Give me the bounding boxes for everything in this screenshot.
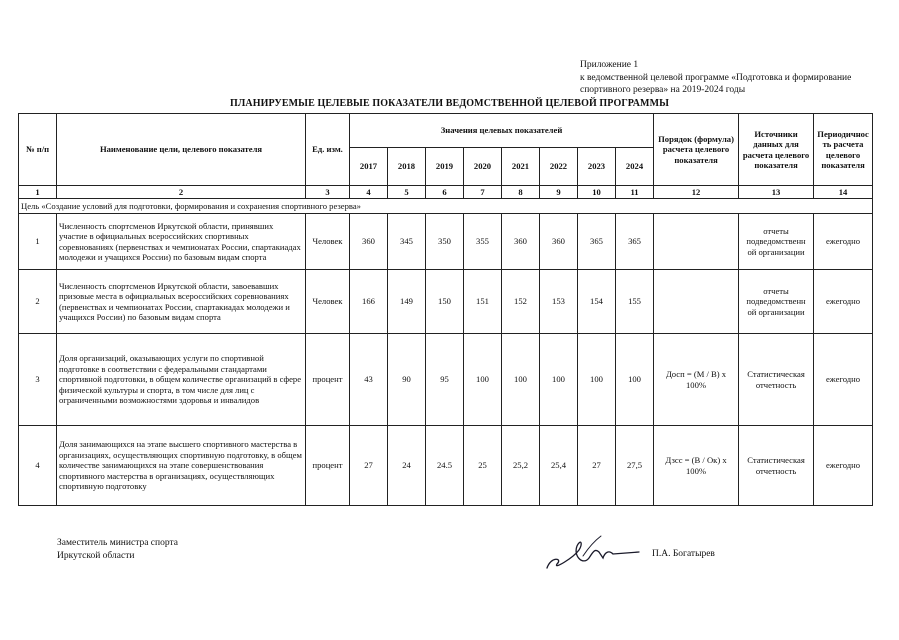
value-cell: 43	[350, 334, 388, 426]
table-row	[19, 214, 873, 270]
formula-cell: Дзсс = (В / Ок) х 100%	[654, 426, 739, 506]
value-cell: 27	[578, 426, 616, 506]
value-cell: 149	[388, 270, 426, 334]
signer-position-line-1: Заместитель министра спорта	[57, 538, 178, 548]
appendix-line-3: спортивного резерва» на 2019-2024 годы	[580, 85, 746, 95]
column-number: 6	[426, 186, 464, 199]
header-year: 2023	[578, 148, 616, 186]
row-num: 2	[19, 270, 57, 334]
column-number: 13	[739, 186, 814, 199]
column-number: 10	[578, 186, 616, 199]
periodicity-cell: ежегодно	[814, 214, 873, 270]
value-cell: 27	[350, 426, 388, 506]
column-number: 2	[57, 186, 306, 199]
value-cell: 166	[350, 270, 388, 334]
targets-table	[18, 113, 873, 506]
column-number: 3	[306, 186, 350, 199]
source-cell: отчеты подведомственн ой организации	[739, 270, 814, 334]
value-cell: 100	[540, 334, 578, 426]
indicator-name: Численность спортсменов Иркутской области, завоевавших призовые места в официальных всероссийских соревнованиях (первенствах и чемпионатах России, спартакиадах молодежи и учащихся России) по базовым видам спорта	[57, 270, 306, 334]
column-number: 14	[814, 186, 873, 199]
column-number: 4	[350, 186, 388, 199]
header-year: 2024	[616, 148, 654, 186]
unit-cell: Человек	[306, 214, 350, 270]
header-year: 2018	[388, 148, 426, 186]
source-cell: Статистическая отчетность	[739, 334, 814, 426]
source-cell: отчеты подведомственн ой организации	[739, 214, 814, 270]
column-number: 9	[540, 186, 578, 199]
source-cell: Статистическая отчетность	[739, 426, 814, 506]
indicator-name: Доля организаций, оказывающих услуги по спортивной подготовке в соответствии с федеральными стандартами спортивной подготовки, в общем количестве организаций в сфере физической культуры и спорта, в том числе для лиц с ограниченными возможностями здоровья и инвалидов	[57, 334, 306, 426]
table-row	[19, 270, 873, 334]
value-cell: 365	[616, 214, 654, 270]
appendix-line-2: к ведомственной целевой программе «Подготовка и формирование	[580, 72, 852, 83]
header-year: 2021	[502, 148, 540, 186]
row-num: 1	[19, 214, 57, 270]
header-year: 2017	[350, 148, 388, 186]
header-formula: Порядок (формула) расчета целевого показателя	[654, 114, 739, 186]
column-number: 1	[19, 186, 57, 199]
goal-row	[19, 199, 873, 214]
value-cell: 100	[464, 334, 502, 426]
value-cell: 95	[426, 334, 464, 426]
column-number: 11	[616, 186, 654, 199]
periodicity-cell: ежегодно	[814, 426, 873, 506]
header-sources: Источники данных для расчета целевого показателя	[739, 114, 814, 186]
value-cell: 100	[502, 334, 540, 426]
value-cell: 152	[502, 270, 540, 334]
appendix-note	[580, 59, 880, 97]
value-cell: 360	[350, 214, 388, 270]
unit-cell: процент	[306, 334, 350, 426]
value-cell: 365	[578, 214, 616, 270]
goal-text: Цель «Создание условий для подготовки, формирования и сохранения спортивного резерва»	[19, 199, 873, 214]
document-title: ПЛАНИРУЕМЫЕ ЦЕЛЕВЫЕ ПОКАЗАТЕЛИ ВЕДОМСТВЕННОЙ ЦЕЛЕВОЙ ПРОГРАММЫ	[229, 98, 670, 109]
value-cell: 100	[616, 334, 654, 426]
value-cell: 350	[426, 214, 464, 270]
value-cell: 155	[616, 270, 654, 334]
handwritten-signature	[543, 528, 643, 576]
table-row	[19, 334, 873, 426]
formula-cell	[654, 214, 739, 270]
signer-name: П.А. Богатырев	[652, 549, 715, 559]
header-year: 2022	[540, 148, 578, 186]
table-row	[19, 426, 873, 506]
value-cell: 355	[464, 214, 502, 270]
header-unit: Ед. изм.	[306, 114, 350, 186]
column-number: 12	[654, 186, 739, 199]
row-num: 3	[19, 334, 57, 426]
unit-cell: процент	[306, 426, 350, 506]
column-number: 5	[388, 186, 426, 199]
value-cell: 151	[464, 270, 502, 334]
column-number: 7	[464, 186, 502, 199]
formula-cell: Досп = (М / В) х 100%	[654, 334, 739, 426]
indicator-name: Численность спортсменов Иркутской области, принявших участие в официальных всероссийских спортивных соревнованиях (первенствах и чемпионатах России, спартакиадах молодежи и учащихся России) по базовым видам спорта	[57, 214, 306, 270]
value-cell: 360	[502, 214, 540, 270]
unit-cell: Человек	[306, 270, 350, 334]
value-cell: 27,5	[616, 426, 654, 506]
signer-position	[57, 537, 178, 562]
signer-position-line-2: Иркутской области	[57, 550, 135, 561]
value-cell: 25,2	[502, 426, 540, 506]
formula-cell	[654, 270, 739, 334]
value-cell: 345	[388, 214, 426, 270]
header-year: 2019	[426, 148, 464, 186]
header-year: 2020	[464, 148, 502, 186]
value-cell: 154	[578, 270, 616, 334]
value-cell: 360	[540, 214, 578, 270]
periodicity-cell: ежегодно	[814, 334, 873, 426]
value-cell: 100	[578, 334, 616, 426]
row-num: 4	[19, 426, 57, 506]
value-cell: 24	[388, 426, 426, 506]
header-periodicity: Периодичнос ть расчета целевого показателя	[814, 114, 873, 186]
header-num: № п/п	[19, 114, 57, 186]
header-values-group: Значения целевых показателей	[350, 114, 654, 148]
periodicity-cell: ежегодно	[814, 270, 873, 334]
value-cell: 150	[426, 270, 464, 334]
value-cell: 25,4	[540, 426, 578, 506]
value-cell: 153	[540, 270, 578, 334]
column-number: 8	[502, 186, 540, 199]
header-name: Наименование цели, целевого показателя	[57, 114, 306, 186]
value-cell: 90	[388, 334, 426, 426]
column-number-row	[19, 186, 873, 199]
appendix-line-1: Приложение 1	[580, 60, 639, 70]
value-cell: 25	[464, 426, 502, 506]
value-cell: 24.5	[426, 426, 464, 506]
indicator-name: Доля занимающихся на этапе высшего спортивного мастерства в организациях, осуществляющих спортивную подготовку, в общем количестве занимающихся на этапе совершенствования спортивного мастерства в организациях, осуществляющих спортивную подготовку	[57, 426, 306, 506]
